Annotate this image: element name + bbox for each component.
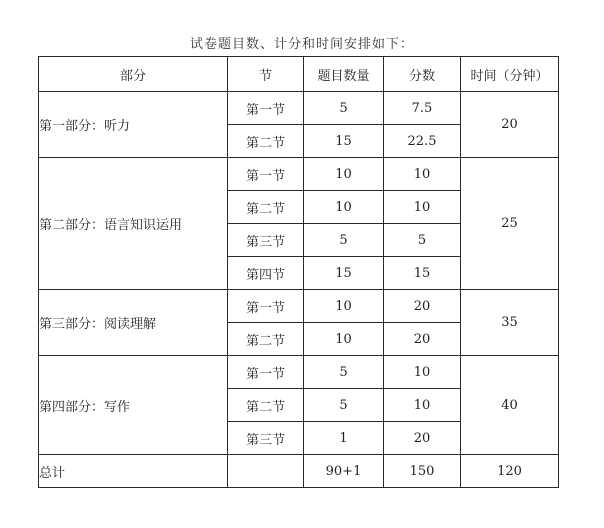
count-cell: 5 xyxy=(304,356,384,389)
total-time-cell: 120 xyxy=(461,455,559,488)
total-score-cell: 150 xyxy=(384,455,461,488)
time-cell: 25 xyxy=(461,158,559,290)
time-cell: 40 xyxy=(461,356,559,455)
total-label: 总计 xyxy=(39,455,228,488)
header-section: 节 xyxy=(228,57,304,92)
count-cell: 10 xyxy=(304,323,384,356)
count-cell: 15 xyxy=(304,125,384,158)
score-cell: 20 xyxy=(384,290,461,323)
section-cell: 第一节 xyxy=(228,356,304,389)
header-score: 分数 xyxy=(384,57,461,92)
score-cell: 15 xyxy=(384,257,461,290)
score-cell: 10 xyxy=(384,356,461,389)
score-cell: 20 xyxy=(384,422,461,455)
count-cell: 5 xyxy=(304,389,384,422)
score-cell: 22.5 xyxy=(384,125,461,158)
count-cell: 5 xyxy=(304,92,384,125)
count-cell: 10 xyxy=(304,290,384,323)
part-name: 第一部分：听力 xyxy=(39,92,228,158)
score-cell: 10 xyxy=(384,191,461,224)
count-cell: 10 xyxy=(304,191,384,224)
header-time: 时间（分钟） xyxy=(461,57,559,92)
score-cell: 10 xyxy=(384,389,461,422)
section-cell: 第二节 xyxy=(228,191,304,224)
part-name: 第四部分：写作 xyxy=(39,356,228,455)
score-cell: 7.5 xyxy=(384,92,461,125)
table-row xyxy=(39,92,559,125)
section-cell: 第一节 xyxy=(228,92,304,125)
section-cell: 第二节 xyxy=(228,125,304,158)
score-cell: 20 xyxy=(384,323,461,356)
section-cell: 第一节 xyxy=(228,290,304,323)
header-count: 题目数量 xyxy=(304,57,384,92)
total-count-cell: 90+1 xyxy=(304,455,384,488)
time-cell: 20 xyxy=(461,92,559,158)
section-cell: 第三节 xyxy=(228,422,304,455)
section-cell: 第二节 xyxy=(228,323,304,356)
section-cell: 第一节 xyxy=(228,158,304,191)
count-cell: 10 xyxy=(304,158,384,191)
count-cell: 5 xyxy=(304,224,384,257)
table-caption: 试卷题目数、计分和时间安排如下： xyxy=(189,37,414,52)
section-cell: 第二节 xyxy=(228,389,304,422)
count-cell: 15 xyxy=(304,257,384,290)
table-row xyxy=(39,290,559,323)
score-cell: 10 xyxy=(384,158,461,191)
exam-schedule-table xyxy=(38,56,559,488)
table-row xyxy=(39,158,559,191)
total-row xyxy=(39,455,559,488)
header-part: 部分 xyxy=(39,57,228,92)
part-name: 第三部分：阅读理解 xyxy=(39,290,228,356)
count-cell: 1 xyxy=(304,422,384,455)
table-row xyxy=(39,356,559,389)
section-cell: 第三节 xyxy=(228,224,304,257)
part-name: 第二部分：语言知识运用 xyxy=(39,158,228,290)
time-cell: 35 xyxy=(461,290,559,356)
score-cell: 5 xyxy=(384,224,461,257)
header-row xyxy=(39,57,559,92)
total-section-cell xyxy=(228,455,304,488)
section-cell: 第四节 xyxy=(228,257,304,290)
